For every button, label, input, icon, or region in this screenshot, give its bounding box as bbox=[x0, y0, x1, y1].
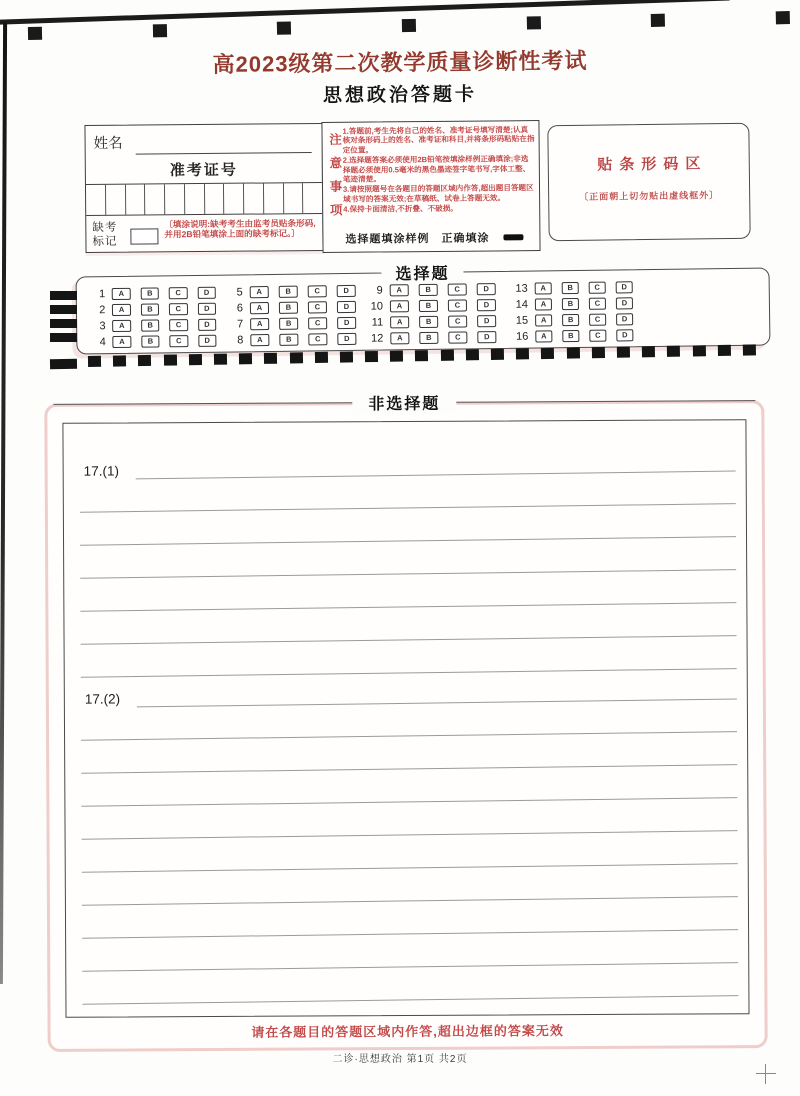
ticket-cell bbox=[106, 185, 126, 215]
option-bubble-c: C bbox=[308, 317, 327, 329]
question-number: 4 bbox=[99, 335, 106, 348]
option-bubble-c: C bbox=[448, 331, 467, 343]
timing-mark bbox=[50, 291, 77, 300]
answer-line bbox=[80, 536, 736, 546]
timing-marks-left bbox=[50, 291, 77, 342]
ticket-cell bbox=[204, 184, 224, 214]
fill-correct-label: 正确填涂 bbox=[441, 232, 490, 245]
timing-mark bbox=[239, 353, 252, 364]
option-bubble-b: B bbox=[419, 299, 438, 311]
answer-line bbox=[80, 602, 736, 612]
option-bubble-a: A bbox=[250, 286, 269, 298]
question-label: 17.(1) bbox=[83, 463, 119, 479]
option-bubble-b: B bbox=[562, 281, 579, 293]
essay-section-title: 非选择题 bbox=[352, 391, 456, 415]
notice-box bbox=[321, 120, 540, 253]
scan-edge-left bbox=[0, 22, 7, 984]
notice-item: 1.答题前,考生先将自己的姓名、准考证号填写清楚;认真核对条形码上的姓名、准考证和科目,并将条形码粘贴在指定位置。 bbox=[342, 125, 535, 155]
option-bubble-d: D bbox=[337, 316, 356, 328]
option-bubble-b: B bbox=[279, 333, 298, 345]
question-13 bbox=[513, 279, 643, 296]
ticket-cell bbox=[303, 183, 322, 213]
option-bubble-d: D bbox=[616, 329, 633, 341]
timing-mark bbox=[776, 11, 790, 24]
timing-mark bbox=[315, 352, 328, 363]
ticket-cell bbox=[283, 183, 303, 213]
timing-mark bbox=[289, 352, 302, 363]
question-8 bbox=[226, 331, 366, 348]
question-number: 15 bbox=[515, 314, 529, 327]
option-bubble-a: A bbox=[535, 314, 552, 326]
option-bubble-c: C bbox=[589, 329, 606, 341]
fill-sample-label: 选择题填涂样例 bbox=[345, 233, 430, 246]
question-9 bbox=[366, 281, 513, 298]
option-bubble-d: D bbox=[197, 286, 216, 298]
timing-mark bbox=[651, 14, 665, 27]
option-bubble-a: A bbox=[250, 334, 269, 346]
absent-mark-note: 〔填涂说明:缺考考生由监考员贴条形码,并用2B铅笔填涂上面的缺考标记。〕 bbox=[164, 218, 316, 240]
answer-line bbox=[81, 764, 737, 774]
timing-mark bbox=[88, 356, 101, 367]
option-bubble-b: B bbox=[562, 329, 579, 341]
question-12 bbox=[366, 329, 513, 346]
question-number: 9 bbox=[376, 284, 383, 297]
option-bubble-c: C bbox=[448, 283, 467, 295]
option-bubble-d: D bbox=[477, 315, 496, 327]
ticket-number-cells bbox=[86, 182, 322, 216]
timing-mark bbox=[402, 19, 416, 32]
choice-section-box bbox=[76, 267, 771, 354]
option-bubble-b: B bbox=[419, 331, 438, 343]
timing-mark bbox=[592, 347, 605, 358]
option-bubble-d: D bbox=[337, 284, 356, 296]
timing-mark bbox=[28, 27, 42, 40]
notice-item: 2.选择题答案必须使用2B铅笔按填涂样例正确填涂;非选择题必须使用0.5毫米的黑色墨迹签字笔书写,字体工整、笔迹清楚。 bbox=[342, 154, 531, 184]
option-bubble-c: C bbox=[308, 285, 327, 297]
question-number: 10 bbox=[370, 300, 384, 313]
ticket-cell bbox=[165, 184, 185, 214]
question-2 bbox=[89, 301, 226, 318]
answer-line bbox=[136, 471, 736, 480]
option-bubble-c: C bbox=[589, 281, 606, 293]
question-number: 3 bbox=[99, 319, 106, 332]
option-bubble-d: D bbox=[616, 297, 633, 309]
option-bubble-a: A bbox=[390, 284, 409, 296]
timing-mark bbox=[113, 355, 126, 366]
question-10 bbox=[366, 297, 513, 314]
option-bubble-a: A bbox=[112, 287, 131, 299]
essay-section-box bbox=[44, 395, 767, 1052]
option-bubble-c: C bbox=[308, 333, 327, 345]
timing-mark bbox=[692, 345, 705, 356]
answer-line bbox=[82, 962, 738, 972]
option-bubble-d: D bbox=[477, 299, 496, 311]
timing-mark bbox=[264, 353, 277, 364]
timing-mark bbox=[340, 351, 353, 362]
barcode-area-note: 〔正面朝上切勿贴出虚线框外〕 bbox=[579, 190, 720, 202]
timing-mark bbox=[189, 354, 202, 365]
option-bubble-b: B bbox=[279, 317, 298, 329]
answer-line bbox=[82, 896, 738, 906]
option-bubble-a: A bbox=[112, 303, 131, 315]
option-bubble-d: D bbox=[616, 281, 633, 293]
ticket-cell bbox=[145, 184, 165, 214]
ticket-cell bbox=[264, 183, 284, 213]
answer-line bbox=[81, 731, 737, 741]
option-bubble-a: A bbox=[390, 332, 409, 344]
timing-mark bbox=[526, 16, 540, 29]
timing-mark bbox=[516, 348, 529, 359]
question-label: 17.(2) bbox=[84, 691, 121, 707]
option-bubble-c: C bbox=[170, 335, 189, 347]
answer-line bbox=[82, 830, 738, 840]
question-number: 1 bbox=[98, 287, 106, 300]
option-bubble-c: C bbox=[169, 319, 188, 331]
footer-page-info: 二诊·思想政治 第1页 共2页 bbox=[332, 1054, 468, 1065]
essay-answer-area bbox=[62, 419, 749, 1018]
name-row bbox=[94, 130, 314, 158]
question-number: 11 bbox=[371, 316, 384, 329]
sheet-subtitle: 思想政治答题卡 bbox=[322, 84, 478, 107]
question-6 bbox=[226, 299, 366, 316]
timing-mark bbox=[50, 333, 77, 342]
timing-mark bbox=[642, 346, 655, 357]
timing-mark bbox=[50, 305, 77, 314]
option-bubble-d: D bbox=[477, 283, 496, 295]
question-15 bbox=[513, 311, 643, 328]
ticket-cell bbox=[185, 184, 205, 214]
question-number: 12 bbox=[371, 332, 384, 345]
question-3 bbox=[89, 317, 226, 334]
absent-mark-row bbox=[86, 216, 322, 252]
question-11 bbox=[366, 313, 513, 330]
question-number: 2 bbox=[99, 303, 106, 316]
student-info-box bbox=[84, 123, 323, 253]
option-bubble-c: C bbox=[308, 301, 327, 313]
name-label: 姓名 bbox=[93, 135, 123, 152]
option-bubble-c: C bbox=[448, 315, 467, 327]
option-bubble-a: A bbox=[390, 316, 409, 328]
question-number: 6 bbox=[236, 301, 244, 314]
absent-mark-label: 缺考标记 bbox=[92, 221, 118, 248]
option-bubble-d: D bbox=[616, 313, 633, 325]
option-bubble-b: B bbox=[279, 285, 298, 297]
timing-mark bbox=[491, 349, 504, 360]
option-bubble-c: C bbox=[589, 313, 606, 325]
timing-mark bbox=[138, 355, 151, 366]
timing-mark bbox=[743, 344, 756, 355]
name-input-line bbox=[136, 152, 312, 155]
timing-mark bbox=[390, 350, 403, 361]
barcode-area-box bbox=[547, 123, 750, 241]
answer-line bbox=[82, 863, 738, 873]
question-16 bbox=[513, 327, 643, 344]
option-bubble-a: A bbox=[535, 298, 552, 310]
notice-items bbox=[342, 125, 536, 215]
notice-item: 3.请按照题号在各题目的答题区域内作答,超出题目答题区域书写的答案无效;在草稿纸、试卷上答题无效。 bbox=[342, 183, 534, 204]
question-1 bbox=[89, 285, 226, 302]
option-bubble-b: B bbox=[141, 319, 160, 331]
ticket-cell bbox=[86, 185, 106, 215]
question-7 bbox=[226, 315, 366, 332]
question-4 bbox=[89, 333, 226, 350]
timing-mark bbox=[717, 345, 730, 356]
crop-mark-icon bbox=[756, 1064, 776, 1084]
choice-section-title: 选择题 bbox=[381, 260, 463, 284]
answer-line bbox=[81, 635, 737, 645]
option-bubble-a: A bbox=[390, 300, 409, 312]
option-bubble-c: C bbox=[589, 297, 606, 309]
timing-mark bbox=[415, 350, 428, 361]
ticket-cell bbox=[244, 183, 264, 213]
option-bubble-a: A bbox=[113, 335, 132, 347]
question-number: 8 bbox=[237, 333, 244, 346]
exam-title: 高2023级第二次教学质量诊断性考试 bbox=[212, 48, 588, 77]
option-bubble-d: D bbox=[198, 318, 217, 330]
option-bubble-d: D bbox=[197, 302, 216, 314]
option-bubble-b: B bbox=[562, 313, 579, 325]
filled-mark-icon bbox=[503, 234, 523, 240]
ticket-cell bbox=[125, 185, 145, 215]
option-bubble-a: A bbox=[250, 318, 269, 330]
answer-line bbox=[81, 797, 737, 807]
option-bubble-b: B bbox=[279, 301, 298, 313]
option-bubble-b: B bbox=[562, 297, 579, 309]
option-bubble-b: B bbox=[419, 315, 438, 327]
timing-mark bbox=[50, 319, 77, 328]
answer-line bbox=[82, 929, 738, 939]
ticket-number-label: 准考证号 bbox=[169, 161, 238, 180]
question-number: 13 bbox=[515, 282, 528, 295]
fill-sample-row bbox=[345, 229, 523, 247]
option-bubble-b: B bbox=[419, 283, 438, 295]
absent-mark-checkbox bbox=[130, 228, 158, 244]
essay-warning-text: 请在各题目的答题区域内作答,超出边框的答案无效 bbox=[251, 1023, 564, 1040]
option-bubble-d: D bbox=[198, 334, 217, 346]
answer-line bbox=[82, 995, 738, 1005]
timing-mark bbox=[566, 347, 579, 358]
ticket-cell bbox=[224, 184, 244, 214]
choice-grid bbox=[89, 279, 644, 349]
timing-mark bbox=[440, 350, 453, 361]
timing-mark bbox=[152, 24, 166, 37]
timing-mark bbox=[667, 346, 680, 357]
question-number: 16 bbox=[516, 330, 529, 343]
timing-mark-corner bbox=[50, 359, 77, 369]
question-14 bbox=[513, 295, 643, 312]
timing-mark bbox=[466, 349, 479, 360]
option-bubble-c: C bbox=[169, 303, 188, 315]
notice-item: 4.保持卡面清洁,不折叠、不破损。 bbox=[343, 204, 458, 215]
option-bubble-c: C bbox=[448, 299, 467, 311]
question-number: 7 bbox=[236, 317, 244, 330]
question-number: 14 bbox=[515, 298, 528, 311]
option-bubble-b: B bbox=[141, 335, 160, 347]
question-5 bbox=[226, 283, 366, 300]
option-bubble-a: A bbox=[535, 330, 552, 342]
answer-line bbox=[81, 668, 737, 678]
timing-mark bbox=[541, 348, 554, 359]
option-bubble-a: A bbox=[250, 302, 269, 314]
timing-mark bbox=[617, 347, 630, 358]
option-bubble-a: A bbox=[535, 282, 552, 294]
question-number: 5 bbox=[236, 285, 243, 298]
timing-mark bbox=[163, 354, 176, 365]
option-bubble-d: D bbox=[337, 300, 356, 312]
answer-line bbox=[137, 699, 737, 708]
answer-line bbox=[80, 569, 736, 579]
option-bubble-b: B bbox=[141, 303, 160, 315]
timing-mark bbox=[214, 354, 227, 365]
option-bubble-d: D bbox=[337, 332, 356, 344]
option-bubble-c: C bbox=[169, 287, 188, 299]
option-bubble-b: B bbox=[140, 287, 159, 299]
option-bubble-d: D bbox=[477, 331, 496, 343]
timing-mark bbox=[277, 21, 291, 34]
timing-mark bbox=[365, 351, 378, 362]
option-bubble-a: A bbox=[112, 319, 131, 331]
answer-line bbox=[80, 503, 736, 513]
barcode-area-title: 贴条形码区 bbox=[597, 155, 708, 174]
notice-vertical-label: 注意事项 bbox=[327, 132, 343, 227]
